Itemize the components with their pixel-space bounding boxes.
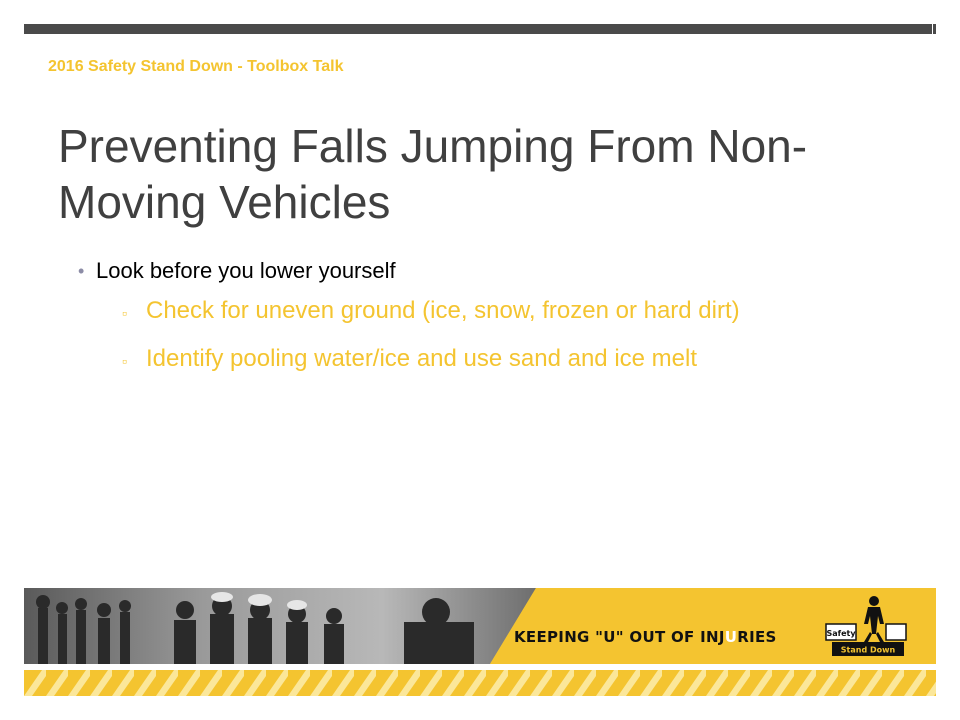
sub-bullet-text: Check for uneven ground (ice, snow, frozen or hard dirt) [146, 297, 740, 324]
bullet-list [78, 254, 918, 376]
sub-bullet-list [96, 294, 918, 376]
top-bar [24, 24, 932, 34]
slide-title: Preventing Falls Jumping From Non-Moving Vehicles [58, 120, 808, 228]
header-text: 2016 Safety Stand Down - Toolbox Talk [48, 58, 344, 75]
workers-photo [24, 588, 536, 664]
svg-text:Safety: Safety [826, 629, 856, 638]
hazard-stripe-strip [24, 670, 936, 696]
top-bar-tick [933, 24, 936, 34]
safety-stand-down-logo [824, 594, 912, 658]
square-bullet-icon: ▫ [122, 353, 127, 369]
bullet-dot-icon: • [78, 261, 85, 281]
square-bullet-icon: ▫ [122, 305, 127, 321]
bullet-text: Look before you lower yourself [96, 258, 396, 283]
bullet-item [78, 254, 918, 376]
banner-slogan: KEEPING "U" OUT OF INJURIES [514, 628, 777, 646]
sub-bullet-item [96, 294, 826, 328]
footer-banner [24, 588, 936, 664]
sub-bullet-text: Identify pooling water/ice and use sand and ice melt [146, 345, 698, 372]
svg-text:Stand Down: Stand Down [840, 645, 896, 655]
sub-bullet-item [96, 342, 918, 376]
